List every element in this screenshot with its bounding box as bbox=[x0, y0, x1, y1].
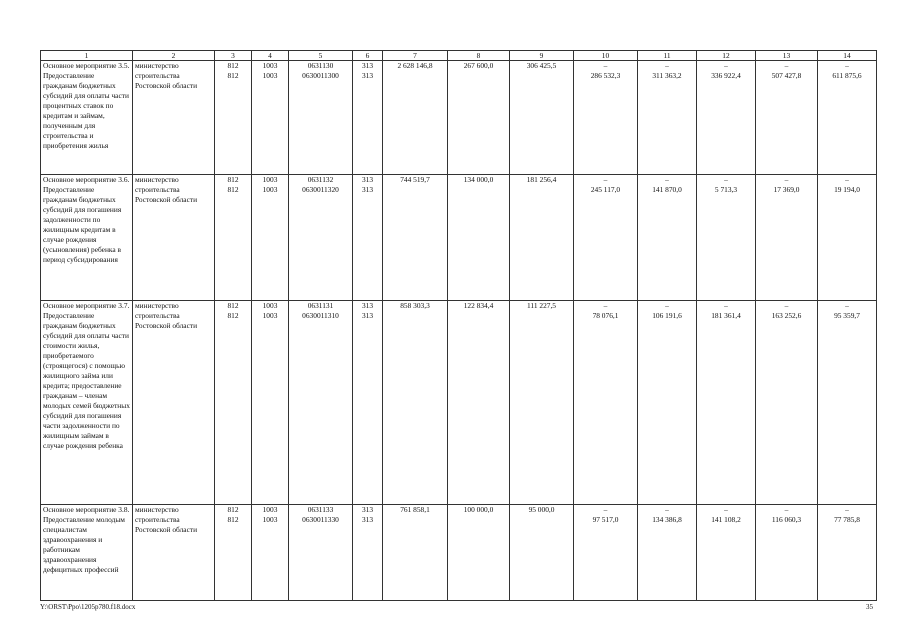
header-cell: 8 bbox=[448, 51, 510, 61]
code-value: 313 bbox=[361, 311, 374, 320]
code-value: 812 bbox=[227, 505, 239, 514]
year-amount-value: 78 076,1 bbox=[592, 311, 619, 320]
activity-name: Основное мероприятие 3.5. Предоставление гражданам бюджетных субсидий для оплаты части процентных ставок по кредитам и займам, полученным для строительства и приобретения жилья bbox=[41, 61, 133, 175]
year-amount-cell bbox=[638, 175, 697, 301]
code-cell-c5 bbox=[289, 301, 353, 505]
amount-cell-c8 bbox=[448, 301, 510, 505]
dash-value: – bbox=[665, 61, 669, 70]
code-cell-c4 bbox=[252, 175, 289, 301]
header-cell: 10 bbox=[574, 51, 638, 61]
header-cell: 14 bbox=[818, 51, 877, 61]
year-amount-value: 77 785,8 bbox=[834, 515, 860, 524]
code-value: 812 bbox=[227, 71, 239, 80]
amount-cell-c7 bbox=[383, 505, 448, 601]
table-row bbox=[41, 175, 877, 301]
year-amount-cell bbox=[756, 175, 818, 301]
code-cell-c3 bbox=[215, 175, 252, 301]
footer-file-path: Y:\ORST\Ppo\1205p780.f18.docx bbox=[40, 603, 136, 611]
ministry-name: министерство строительства Ростовской области bbox=[133, 175, 215, 301]
year-amount-cell bbox=[697, 175, 756, 301]
activity-name: Основное мероприятие 3.7. Предоставление гражданам бюджетных субсидий для оплаты части стоимости жилья, приобретаемого (строящегося) с помощью жилищного займа или кредита; предоставление гражданам – членам молодых семей бюджетных субсидий для погашения части задолженности по жилищным займам в случае рождения ребенка bbox=[41, 301, 133, 505]
code-value: 1003 bbox=[262, 61, 278, 70]
budget-table bbox=[40, 50, 877, 601]
amount-cell-c9 bbox=[510, 505, 574, 601]
code-value: 812 bbox=[227, 185, 239, 194]
amount-value: 306 425,5 bbox=[526, 61, 557, 70]
code-cell-c4 bbox=[252, 61, 289, 175]
dash-value: – bbox=[665, 301, 669, 310]
dash-value: – bbox=[603, 61, 608, 70]
dash-value: – bbox=[603, 175, 608, 184]
code-value: 812 bbox=[227, 175, 239, 184]
code-value: 812 bbox=[227, 515, 239, 524]
table-row bbox=[41, 61, 877, 175]
code-value: 313 bbox=[361, 61, 374, 70]
dash-value: – bbox=[724, 301, 728, 310]
year-amount-value: 245 117,0 bbox=[590, 185, 621, 194]
code-value: 0630011310 bbox=[302, 311, 339, 320]
amount-value: 100 000,0 bbox=[463, 505, 494, 514]
year-amount-cell bbox=[697, 505, 756, 601]
year-amount-cell bbox=[697, 301, 756, 505]
year-amount-value: 611 875,6 bbox=[832, 71, 862, 80]
header-cell: 2 bbox=[133, 51, 215, 61]
code-value: 313 bbox=[361, 515, 374, 524]
page-number: 35 bbox=[866, 603, 873, 611]
year-amount-cell bbox=[638, 301, 697, 505]
code-value: 812 bbox=[227, 301, 239, 310]
code-cell-c3 bbox=[215, 505, 252, 601]
year-amount-value: 311 363,2 bbox=[652, 71, 682, 80]
year-amount-cell bbox=[697, 61, 756, 175]
code-cell-c4 bbox=[252, 505, 289, 601]
amount-value: 111 227,5 bbox=[526, 301, 556, 310]
code-cell-c6 bbox=[353, 505, 383, 601]
dash-value: – bbox=[845, 301, 849, 310]
amount-value: 122 834,4 bbox=[463, 301, 494, 310]
amount-value: 95 000,0 bbox=[528, 505, 555, 514]
header-cell: 6 bbox=[353, 51, 383, 61]
code-value: 0630011330 bbox=[302, 515, 339, 524]
year-amount-value: 286 532,3 bbox=[590, 71, 621, 80]
code-cell-c3 bbox=[215, 301, 252, 505]
code-cell-c6 bbox=[353, 301, 383, 505]
dash-value: – bbox=[665, 175, 669, 184]
year-amount-value: 163 252,6 bbox=[771, 311, 802, 320]
dash-value: – bbox=[603, 301, 608, 310]
year-amount-value: 134 386,8 bbox=[652, 515, 682, 524]
code-value: 1003 bbox=[262, 515, 278, 524]
amount-cell-c7 bbox=[383, 301, 448, 505]
year-amount-cell bbox=[818, 175, 877, 301]
code-value: 0630011320 bbox=[302, 185, 339, 194]
code-cell-c5 bbox=[289, 505, 353, 601]
year-amount-cell bbox=[818, 505, 877, 601]
code-value: 313 bbox=[361, 505, 374, 514]
header-cell: 9 bbox=[510, 51, 574, 61]
year-amount-cell bbox=[574, 505, 638, 601]
table-row bbox=[41, 301, 877, 505]
code-value: 812 bbox=[227, 311, 239, 320]
amount-value: 761 858,1 bbox=[400, 505, 430, 514]
year-amount-value: 95 359,7 bbox=[834, 311, 860, 320]
dash-value: – bbox=[845, 61, 849, 70]
dash-value: – bbox=[845, 175, 849, 184]
header-cell: 5 bbox=[289, 51, 353, 61]
code-cell-c5 bbox=[289, 175, 353, 301]
year-amount-cell bbox=[574, 175, 638, 301]
code-value: 313 bbox=[361, 301, 374, 310]
amount-value: 181 256,4 bbox=[526, 175, 557, 184]
year-amount-value: 17 369,0 bbox=[773, 185, 800, 194]
year-amount-value: 141 108,2 bbox=[711, 515, 741, 524]
dash-value: – bbox=[724, 175, 728, 184]
code-cell-c5 bbox=[289, 61, 353, 175]
code-value: 0630011300 bbox=[302, 71, 339, 80]
amount-cell-c7 bbox=[383, 175, 448, 301]
code-value: 1003 bbox=[262, 311, 278, 320]
amount-cell-c8 bbox=[448, 505, 510, 601]
dash-value: – bbox=[665, 505, 669, 514]
year-amount-cell bbox=[818, 301, 877, 505]
year-amount-cell bbox=[818, 61, 877, 175]
header-cell: 3 bbox=[215, 51, 252, 61]
code-cell-c3 bbox=[215, 61, 252, 175]
header-cell: 11 bbox=[638, 51, 697, 61]
code-value: 812 bbox=[227, 61, 239, 70]
year-amount-value: 181 361,4 bbox=[711, 311, 741, 320]
dash-value: – bbox=[784, 61, 789, 70]
code-cell-c6 bbox=[353, 175, 383, 301]
header-cell: 12 bbox=[697, 51, 756, 61]
code-value: 313 bbox=[361, 185, 374, 194]
ministry-name: министерство строительства Ростовской области bbox=[133, 61, 215, 175]
year-amount-cell bbox=[638, 61, 697, 175]
year-amount-cell bbox=[638, 505, 697, 601]
code-value: 1003 bbox=[262, 505, 278, 514]
code-value: 1003 bbox=[262, 301, 278, 310]
year-amount-cell bbox=[756, 61, 818, 175]
table-row bbox=[41, 505, 877, 601]
dash-value: – bbox=[724, 61, 728, 70]
code-cell-c4 bbox=[252, 301, 289, 505]
amount-value: 2 628 146,8 bbox=[397, 61, 433, 70]
code-value: 0631132 bbox=[307, 175, 334, 184]
code-value: 1003 bbox=[262, 175, 278, 184]
header-cell: 7 bbox=[383, 51, 448, 61]
activity-name: Основное мероприятие 3.8. Предоставление молодым специалистам здравоохранения и работникам здравоохранения дефицитных профессий bbox=[41, 505, 133, 601]
year-amount-value: 507 427,8 bbox=[771, 71, 802, 80]
dash-value: – bbox=[784, 505, 789, 514]
year-amount-value: 141 870,0 bbox=[652, 185, 682, 194]
code-value: 0631130 bbox=[307, 61, 334, 70]
dash-value: – bbox=[724, 505, 728, 514]
ministry-name: министерство строительства Ростовской области bbox=[133, 301, 215, 505]
header-cell: 4 bbox=[252, 51, 289, 61]
amount-cell-c7 bbox=[383, 61, 448, 175]
code-cell-c6 bbox=[353, 61, 383, 175]
dash-value: – bbox=[845, 505, 849, 514]
amount-value: 744 519,7 bbox=[400, 175, 430, 184]
code-value: 313 bbox=[361, 175, 374, 184]
amount-value: 858 303,3 bbox=[400, 301, 430, 310]
code-value: 313 bbox=[361, 71, 374, 80]
year-amount-value: 336 922,4 bbox=[711, 71, 741, 80]
year-amount-cell bbox=[756, 505, 818, 601]
amount-cell-c9 bbox=[510, 61, 574, 175]
budget-sheet bbox=[40, 50, 876, 601]
year-amount-value: 106 191,6 bbox=[652, 311, 682, 320]
year-amount-cell bbox=[574, 301, 638, 505]
code-value: 0631131 bbox=[307, 301, 334, 310]
code-value: 1003 bbox=[262, 71, 278, 80]
year-amount-value: 5 713,3 bbox=[714, 185, 738, 194]
header-cell: 1 bbox=[41, 51, 133, 61]
amount-cell-c8 bbox=[448, 175, 510, 301]
amount-cell-c8 bbox=[448, 61, 510, 175]
amount-value: 134 000,0 bbox=[463, 175, 494, 184]
year-amount-value: 97 517,0 bbox=[592, 515, 619, 524]
year-amount-cell bbox=[756, 301, 818, 505]
code-value: 1003 bbox=[262, 185, 278, 194]
year-amount-value: 19 194,0 bbox=[834, 185, 860, 194]
ministry-name: министерство строительства Ростовской области bbox=[133, 505, 215, 601]
header-cell: 13 bbox=[756, 51, 818, 61]
year-amount-cell bbox=[574, 61, 638, 175]
amount-cell-c9 bbox=[510, 301, 574, 505]
activity-name: Основное мероприятие 3.6. Предоставление гражданам бюджетных субсидий для погашения задолженности по жилищным кредитам в случае рождения (усыновления) ребенка в период субсидирования bbox=[41, 175, 133, 301]
header-row bbox=[41, 51, 877, 61]
dash-value: – bbox=[784, 175, 789, 184]
dash-value: – bbox=[603, 505, 608, 514]
code-value: 0631133 bbox=[307, 505, 334, 514]
amount-cell-c9 bbox=[510, 175, 574, 301]
amount-value: 267 600,0 bbox=[463, 61, 494, 70]
dash-value: – bbox=[784, 301, 789, 310]
year-amount-value: 116 060,3 bbox=[771, 515, 802, 524]
